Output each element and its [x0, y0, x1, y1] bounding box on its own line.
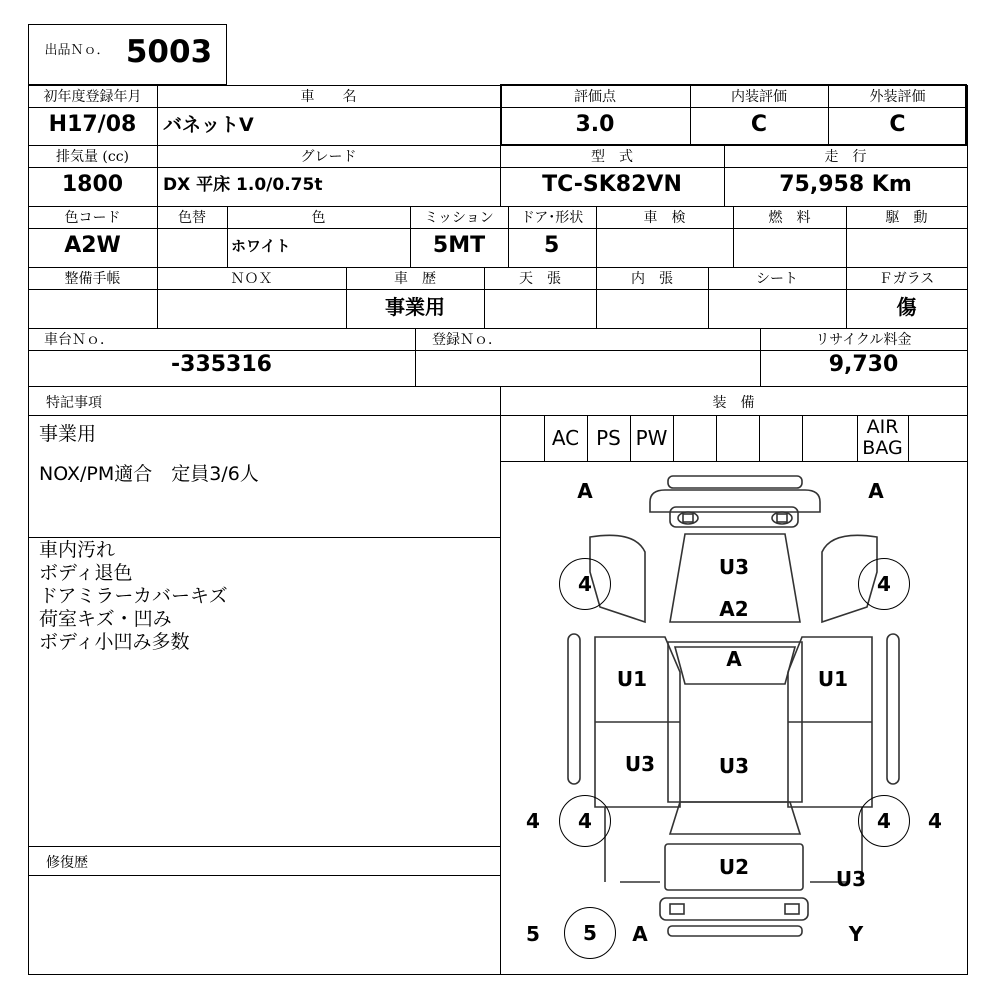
- lot-number: 5003: [125, 34, 213, 70]
- color-value: ホワイト: [231, 237, 291, 255]
- history-value: 事業用: [385, 295, 445, 319]
- mark-tire-rl-outer: 4: [526, 809, 540, 833]
- chassis-value: -335316: [171, 352, 272, 377]
- door-value: 5: [544, 233, 560, 258]
- divider: [908, 415, 909, 461]
- recycle-label: リサイクル料金: [815, 332, 912, 348]
- interior-value: C: [750, 112, 768, 137]
- model-label: 型 式: [591, 149, 633, 165]
- inspection-label: 車 検: [643, 210, 686, 226]
- divider: [500, 107, 967, 108]
- interior-lining-label: 内 張: [631, 271, 673, 287]
- first-reg-label: 初年度登録年月: [43, 89, 142, 105]
- equipment-ps: PS: [596, 426, 621, 450]
- divider: [28, 206, 968, 207]
- mark-rear-bumper-left: A: [632, 922, 648, 946]
- note-item: ドアミラーカバーキズ: [39, 585, 228, 607]
- spare-tire: 5: [564, 907, 616, 959]
- divider: [759, 415, 760, 461]
- drive-label: 駆 動: [885, 210, 928, 226]
- mileage-value: 75,958 Km: [779, 172, 912, 197]
- color-change-label: 色替: [178, 210, 206, 226]
- divider: [415, 328, 416, 386]
- chassis-label: 車台Ｎｏ．: [44, 332, 114, 348]
- mark-front-left: A: [577, 479, 593, 503]
- divider: [716, 415, 717, 461]
- note-item: ボディ小凹み多数: [39, 631, 190, 653]
- mileage-label: 走 行: [824, 149, 867, 165]
- tire-rear-left: 4: [559, 795, 611, 847]
- divider: [28, 415, 968, 416]
- mark-rear-right: U3: [835, 867, 867, 891]
- mission-value: 5MT: [432, 233, 486, 258]
- recycle-value: 9,730: [828, 352, 899, 377]
- equipment-label: 装 備: [712, 395, 755, 411]
- divider: [28, 228, 968, 229]
- divider: [673, 415, 674, 461]
- tire-front-right: 4: [858, 558, 910, 610]
- special-label: 特記事項: [46, 395, 102, 411]
- divider: [28, 846, 500, 847]
- score-label: 評価点: [574, 89, 616, 105]
- divider: [28, 875, 500, 876]
- divider: [28, 386, 968, 387]
- lot-label: 出品Ｎｏ．: [44, 43, 110, 58]
- divider: [802, 415, 803, 461]
- equipment-airbag: AIR BAG: [862, 416, 903, 459]
- fuel-label: 燃 料: [768, 210, 811, 226]
- grade-value: DX 平床 1.0/0.75t: [163, 175, 323, 195]
- mark-rear-door: U2: [718, 855, 750, 879]
- mission-label: ミッション: [424, 210, 494, 226]
- equipment-pw: PW: [635, 426, 668, 450]
- mark-rear-bumper-right: Y: [848, 922, 864, 946]
- special-line-1: 事業用: [39, 423, 97, 445]
- notes-list: [39, 539, 228, 654]
- mark-left-front-door: U1: [616, 667, 648, 691]
- note-item: 車内汚れ: [39, 539, 116, 561]
- nox-label: ＮＯＸ: [230, 271, 273, 287]
- mark-windshield: A: [726, 647, 742, 671]
- roof-label: 天 張: [519, 271, 561, 287]
- mark-hood-lower: A2: [719, 597, 749, 621]
- color-code-label: 色コード: [64, 210, 121, 226]
- color-label: 色: [311, 210, 326, 226]
- score-value: 3.0: [575, 112, 615, 137]
- note-item: ボディ退色: [39, 562, 133, 584]
- mark-front-right: A: [868, 479, 884, 503]
- divider: [28, 267, 968, 268]
- mark-roof: U3: [718, 754, 750, 778]
- seat-label: シート: [756, 271, 798, 287]
- divider: [28, 328, 968, 329]
- divider: [28, 289, 968, 290]
- interior-label: 内装評価: [731, 89, 787, 105]
- exterior-value: C: [889, 112, 906, 137]
- divider: [28, 167, 968, 168]
- divider: [28, 537, 500, 538]
- tire-front-left: 4: [559, 558, 611, 610]
- first-reg-value: H17/08: [48, 112, 137, 137]
- door-label: ドア･形状: [520, 210, 584, 226]
- tire-rear-right: 4: [858, 795, 910, 847]
- car-name-label: 車 名: [300, 89, 357, 105]
- f-glass-value: 傷: [896, 295, 917, 319]
- mark-hood-upper: U3: [718, 555, 750, 579]
- displacement-value: 1800: [61, 172, 124, 197]
- f-glass-label: Ｆガラス: [878, 271, 935, 287]
- history-label: 車 歴: [394, 271, 436, 287]
- registration-label: 登録Ｎｏ．: [432, 332, 502, 348]
- equipment-ac: AC: [551, 426, 580, 450]
- grade-label: グレード: [300, 149, 357, 165]
- divider: [28, 107, 500, 108]
- special-line-2: NOX/PM適合 定員3/6人: [39, 463, 259, 485]
- mark-right-front-door: U1: [817, 667, 849, 691]
- displacement-label: 排気量 (cc): [55, 149, 130, 165]
- car-name-value: バネットV: [163, 114, 254, 136]
- car-diagram: [500, 462, 967, 974]
- mark-left-rear: U3: [624, 752, 656, 776]
- model-value: TC-SK82VN: [542, 172, 682, 197]
- color-code-value: A2W: [64, 233, 121, 258]
- maintenance-label: 整備手帳: [64, 271, 121, 287]
- exterior-label: 外装評価: [869, 89, 926, 105]
- repair-label: 修復歴: [46, 855, 88, 871]
- mark-tire-rr-outer: 4: [928, 809, 942, 833]
- mark-spare-outer: 5: [526, 922, 540, 946]
- note-item: 荷室キズ・凹み: [39, 608, 172, 630]
